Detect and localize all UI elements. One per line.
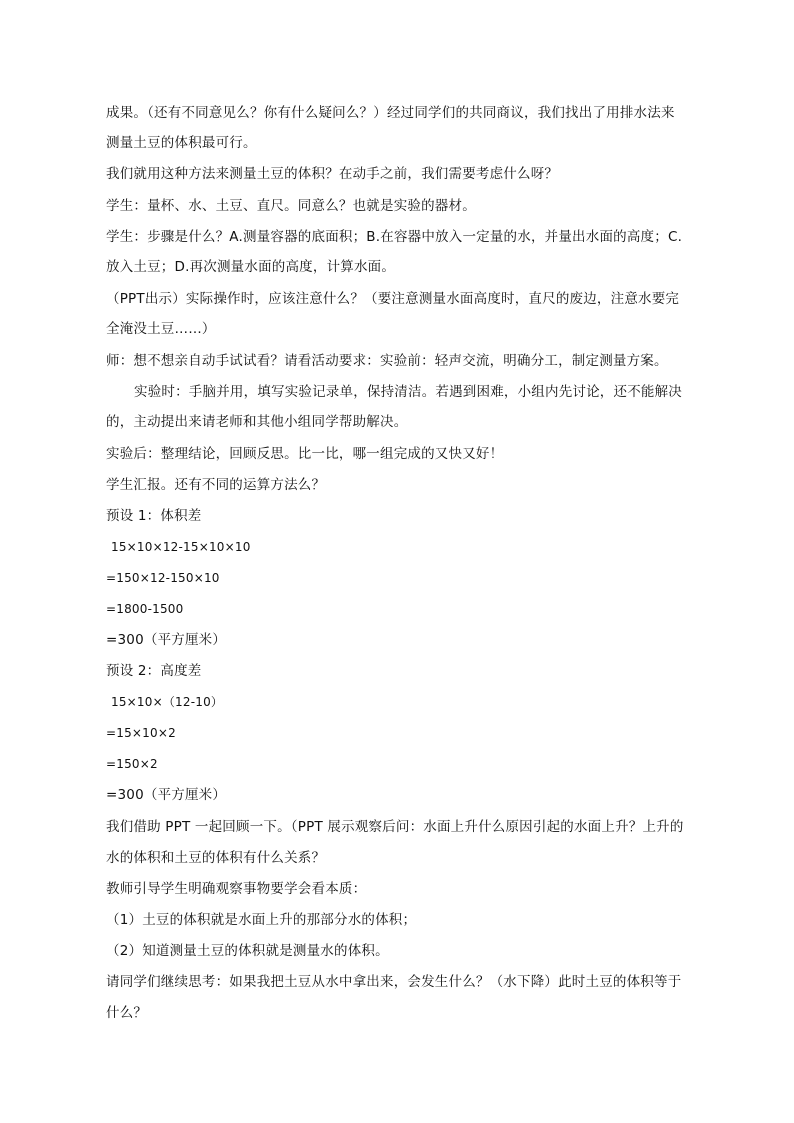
list-item: （2）知道测量土豆的体积就是测量水的体积。 <box>106 943 389 959</box>
paragraph-line: 实验时：手脑并用，填写实验记录单，保持清洁。若遇到困难，小组内先讨论，还不能解决 <box>134 384 682 400</box>
paragraph-line: 预设 1：体积差 <box>106 508 202 524</box>
formula-line: =1800-1500 <box>106 602 184 616</box>
formula-line: 15×10×（12-10） <box>111 695 224 709</box>
paragraph-line: 请同学们继续思考：如果我把土豆从水中拿出来，会发生什么？（水下降）此时土豆的体积等于 <box>106 974 682 990</box>
formula-line: =150×2 <box>106 757 158 771</box>
formula-line: =300（平方厘米） <box>106 787 227 803</box>
paragraph-line: 我们借助 PPT 一起回顾一下。（PPT 展示观察后问：水面上升什么原因引起的水面上升？上升的 <box>106 819 684 835</box>
paragraph-line: 什么？ <box>106 1005 148 1021</box>
formula-line: =150×12-150×10 <box>106 571 220 585</box>
formula-line: 15×10×12-15×10×10 <box>111 540 251 554</box>
paragraph-line: （PPT出示）实际操作时，应该注意什么？（要注意测量水面高度时，直尺的废边，注意水要完 <box>106 291 680 307</box>
paragraph-line: 水的体积和土豆的体积有什么关系？ <box>106 850 326 866</box>
paragraph-line: 测量土豆的体积最可行。 <box>106 135 257 151</box>
paragraph-line: 实验后：整理结论，回顾反思。比一比，哪一组完成的又快又好！ <box>106 446 504 462</box>
paragraph-line: 预设 2：高度差 <box>106 663 202 679</box>
paragraph-line: 的，主动提出来请老师和其他小组同学帮助解决。 <box>106 414 408 430</box>
list-item: （1）土豆的体积就是水面上升的那部分水的体积； <box>106 912 417 928</box>
formula-line: =300（平方厘米） <box>106 632 227 648</box>
paragraph-line: 师：想不想亲自动手试试看？请看活动要求：实验前：轻声交流，明确分工，制定测量方案。 <box>106 353 668 369</box>
paragraph-line: 学生：量杯、水、土豆、直尺。同意么？也就是实验的器材。 <box>106 198 476 214</box>
paragraph-line: 学生：步骤是什么？A.测量容器的底面积；B.在容器中放入一定量的水，并量出水面的高度；C. <box>106 229 683 245</box>
paragraph-line: 成果。（还有不同意见么？你有什么疑问么？）经过同学们的共同商议，我们找出了用排水法来 <box>106 105 675 121</box>
paragraph-line: 教师引导学生明确观察事物要学会看本质： <box>106 881 367 897</box>
paragraph-line: 我们就用这种方法来测量土豆的体积？在动手之前，我们需要考虑什么呀？ <box>106 166 559 182</box>
paragraph-line: 全淹没土豆……） <box>106 321 216 337</box>
paragraph-line: 放入土豆；D.再次测量水面的高度，计算水面。 <box>106 259 396 275</box>
paragraph-line: 学生汇报。还有不同的运算方法么？ <box>106 477 326 493</box>
formula-line: =15×10×2 <box>106 726 176 740</box>
